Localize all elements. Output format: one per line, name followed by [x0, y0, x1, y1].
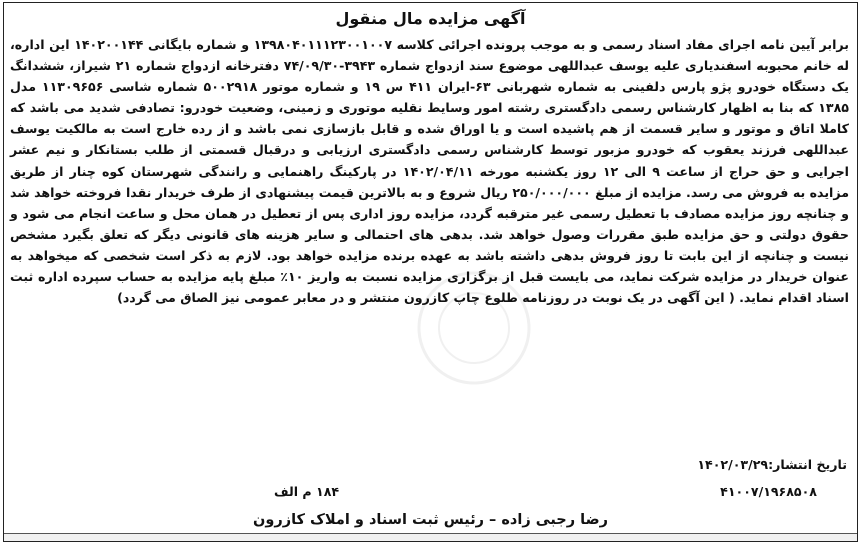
ad-code: ۱۸۴ م الف — [274, 484, 340, 499]
signature-line: رضا رجبی زاده – رئیس ثبت اسناد و املاک کازرون — [253, 512, 608, 528]
reference-code: ۴۱۰۰۷/۱۹۶۸۵۰۸ — [720, 484, 817, 499]
bottom-divider — [4, 533, 857, 541]
notice-body: برابر آیین نامه اجرای مفاد اسناد رسمی و به موجب پرونده اجرائی کلاسه ۱۳۹۸۰۴۰۱۱۱۲۳۰۰۱۰۰۷ و شماره بایگانی ۱۴۰۲۰۰۱۴۴ این اداره، له خانم محبوبه اسفندیاری علیه یوسف عبداللهی موضوع سند ازدواج شماره ۳۹۴۳-۷۴/۰۹/۳۰ دفترخانه ازدواج شماره ۲۱ شیراز، ششدانگ یک دستگاه خودرو پژو پارس دلفینی به شماره شهربانی ۶۳-ایران ۴۱۱ س ۱۹ و شماره موتور ۵۰۰۲۹۱۸ شماره شاسی ۱۱۳۰۹۶۵۶ مدل ۱۳۸۵ که بنا به اظهار کارشناس رسمی دادگستری رشته امور وسایط نقلیه موتوری و زمینی، وضعیت خودرو: تصادفی شدید می باشد که کاملا اتاق و موتور و سایر قسمت از هم پاشیده است و یا اوراق شده و قابل بازسازی نمی باشد و از رده خارج است به مالکیت یوسف عبداللهی فرزند یعقوب که خودرو مزبور توسط کارشناس رسمی دادگستری ارزیابی و درقبال قسمتی از طلب بستانکار و نیم عشر اجرایی و حق حراج از ساعت ۹ الی ۱۲ روز یکشنبه مورخه ۱۴۰۲/۰۴/۱۱ در پارکینگ راهنمایی و رانندگی شهرستان کوه چنار از طریق مزایده به فروش می رسد. مزایده از مبلغ ۲۵۰/۰۰۰/۰۰۰ ریال شروع و به بالاترین قیمت پیشنهادی از طرف خریدار نقدا فروخته خواهد شد و چنانچه روز مزایده مصادف با تعطیل رسمی غیر مترقبه گردد، مزایده روز اداری پس از تعطیل در همان محل و ساعت انجام می شود و حقوق دولتی و حق مزایده طبق مقررات وصول خواهد شد. بدهی های احتمالی و سایر هزینه های قانونی دیگر که تعلق بگیرد مشخص نیست و چنانچه از این بابت تا روز فروش بدهی داشته باشد به عهده برنده مزایده خواهد بود. لازم به ذکر است شخصی که میخواهد به عنوان خریدار در مزایده شرکت نماید، می بایست قبل از برگزاری مزایده نسبت به واریز ۱۰٪ مبلغ پایه مزایده به حساب سپرده اداره ثبت اسناد اقدام نماید. ( این آگهی در یک نوبت در روزنامه طلوع چاپ کازرون منتشر و در معابر عمومی نیز الصاق می گردد) — [10, 37, 849, 306]
notice-title: آگهی مزایده مال منقول — [335, 9, 526, 28]
reference-row — [4, 484, 857, 504]
notice-frame — [3, 2, 858, 542]
publish-date: تاریخ انتشار:۱۴۰۲/۰۳/۲۹ — [697, 457, 847, 472]
